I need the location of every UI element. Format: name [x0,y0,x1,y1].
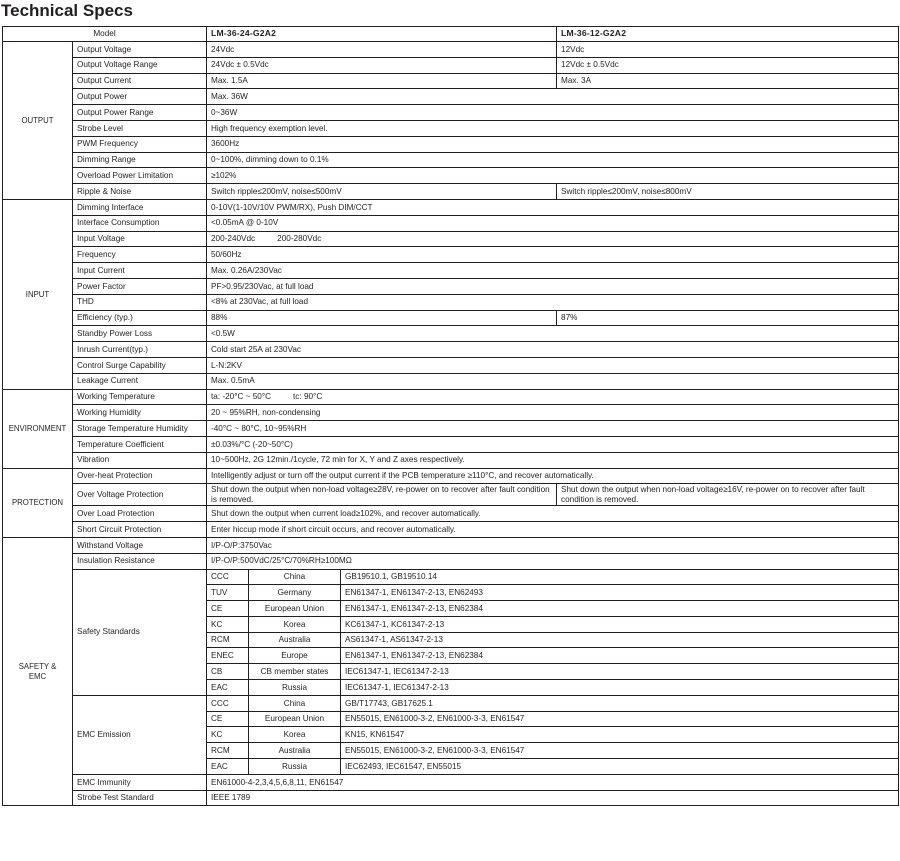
spec-value-model-1: Max. 1.5A [207,73,557,89]
spec-value-model-1: 88% [207,310,557,326]
spec-value-model-1: 24Vdc [207,42,557,58]
spec-parameter: EMC Immunity [73,774,207,790]
cert-region: Russia [249,759,341,775]
cert-region: Korea [249,727,341,743]
cert-mark: KC [207,727,249,743]
spec-value: L-N:2KV [207,357,899,373]
cert-standard: KC61347-1, KC61347-2-13 [341,616,899,632]
spec-value-model-2: 12Vdc ± 0.5Vdc [557,57,899,73]
table-row [3,468,899,484]
cert-mark: RCM [207,743,249,759]
input-section-label: INPUT [3,199,73,389]
spec-parameter: Withstand Voltage [73,537,207,553]
cert-mark: EAC [207,680,249,696]
cert-region: Australia [249,632,341,648]
table-row [3,553,899,569]
table-row [3,695,899,711]
spec-parameter: Frequency [73,247,207,263]
spec-parameter: Standby Power Loss [73,326,207,342]
safety-label-line-2: EMC [28,671,47,681]
spec-value: <0.5W [207,326,899,342]
spec-parameter: Inrush Current(typ.) [73,342,207,358]
spec-parameter: Input Voltage [73,231,207,247]
cert-mark: CE [207,601,249,617]
spec-parameter: Power Factor [73,278,207,294]
spec-value: 10~500Hz, 2G 12min./1cycle, 72 min for X, Y and Z axes respectively. [207,452,899,468]
table-row [3,484,899,506]
spec-parameter: Over Load Protection [73,506,207,522]
spec-value: High frequency exemption level. [207,120,899,136]
spec-value-model-2: 87% [557,310,899,326]
spec-parameter: Input Current [73,263,207,279]
table-row [3,373,899,389]
spec-value-model-2: 12Vdc [557,42,899,58]
model-1-header: LM-36-24-G2A2 [207,27,557,42]
environment-section-label: ENVIRONMENT [3,389,73,468]
spec-parameter: Insulation Resistance [73,553,207,569]
table-row [3,421,899,437]
table-header-row [3,27,899,42]
model-header: Model [3,27,207,42]
spec-value: Intelligently adjust or turn off the output current if the PCB temperature ≥110°C, and recover automatically. [207,468,899,484]
spec-value: Enter hiccup mode if short circuit occurs, and recover automatically. [207,522,899,538]
spec-value: EN61000-4-2,3,4,5,6,8,11, EN61547 [207,774,899,790]
table-row [3,168,899,184]
spec-value: I/P-O/P:500VdC/25°C/70%RH≥100MΩ [207,553,899,569]
cert-standard: IEC62493, IEC61547, EN55015 [341,759,899,775]
spec-value: 0-10V(1-10V/10V PWM/RX), Push DIM/CCT [207,199,899,215]
cert-standard: EN55015, EN61000-3-2, EN61000-3-3, EN61547 [341,743,899,759]
spec-parameter: Over Voltage Protection [73,484,207,506]
cert-mark: KC [207,616,249,632]
spec-value: Cold start 25A at 230Vac [207,342,899,358]
cert-mark: ENEC [207,648,249,664]
spec-parameter: Strobe Test Standard [73,790,207,806]
table-row [3,357,899,373]
table-row [3,790,899,806]
model-2-header: LM-36-12-G2A2 [557,27,899,42]
table-row [3,184,899,200]
table-row [3,231,899,247]
spec-parameter: Working Humidity [73,405,207,421]
output-section-label: OUTPUT [3,42,73,200]
table-row [3,342,899,358]
spec-parameter: Output Voltage Range [73,57,207,73]
spec-parameter: Working Temperature [73,389,207,405]
spec-parameter: Overload Power Limitation [73,168,207,184]
spec-value-model-1: 24Vdc ± 0.5Vdc [207,57,557,73]
spec-parameter: Interface Consumption [73,215,207,231]
spec-value [207,231,899,247]
cert-mark: TUV [207,585,249,601]
spec-parameter: Dimming Range [73,152,207,168]
cert-standard: EN61347-1, EN61347-2-13, EN62384 [341,601,899,617]
table-row [3,310,899,326]
spec-value-model-2: Shut down the output when non-load voltage≥16V, re-power on to recover after fault condition is removed. [557,484,899,506]
spec-value: <0.05mA @ 0-10V [207,215,899,231]
spec-value: ≥102% [207,168,899,184]
spec-value: 0~36W [207,105,899,121]
spec-parameter: Strobe Level [73,120,207,136]
spec-value [207,389,899,405]
page-title: Technical Specs [1,1,133,20]
spec-value: PF>0.95/230Vac, at full load [207,278,899,294]
spec-parameter: Output Power Range [73,105,207,121]
cert-region: Australia [249,743,341,759]
cert-mark: CCC [207,569,249,585]
spec-parameter: Output Current [73,73,207,89]
spec-parameter: Efficiency (typ.) [73,310,207,326]
table-row [3,506,899,522]
spec-parameter: PWM Frequency [73,136,207,152]
cert-standard: EN61347-1, EN61347-2-13, EN62493 [341,585,899,601]
spec-parameter: Output Voltage [73,42,207,58]
safety-standards-label: Safety Standards [73,569,207,695]
table-row [3,774,899,790]
spec-value: 0~100%, dimming down to 0.1% [207,152,899,168]
table-row [3,263,899,279]
table-row [3,294,899,310]
cert-standard: AS61347-1, AS61347-2-13 [341,632,899,648]
spec-value: 20 ~ 95%RH, non-condensing [207,405,899,421]
cert-region: China [249,569,341,585]
cert-standard: EN55015, EN61000-3-2, EN61000-3-3, EN61547 [341,711,899,727]
spec-parameter: Vibration [73,452,207,468]
spec-value-b: 200-280Vdc [277,234,322,244]
cert-mark: CB [207,664,249,680]
table-row [3,278,899,294]
spec-parameter: THD [73,294,207,310]
spec-value-a: 200-240Vdc [211,234,256,244]
cert-standard: KN15, KN61547 [341,727,899,743]
safety-section-label [3,537,73,806]
table-row [3,42,899,58]
safety-label-line-1: SAFETY & [18,662,57,672]
spec-parameter: Storage Temperature Humidity [73,421,207,437]
table-row [3,89,899,105]
cert-standard: IEC61347-1, IEC61347-2-13 [341,664,899,680]
spec-parameter: Leakage Current [73,373,207,389]
table-row [3,199,899,215]
table-row [3,436,899,452]
spec-value: Max. 36W [207,89,899,105]
spec-parameter: Output Power [73,89,207,105]
table-row [3,152,899,168]
cert-region: Russia [249,680,341,696]
spec-parameter: Ripple & Noise [73,184,207,200]
table-row [3,569,899,585]
spec-value-model-2: Max. 3A [557,73,899,89]
table-row [3,389,899,405]
cert-mark: CE [207,711,249,727]
cert-region: European Union [249,601,341,617]
spec-value: IEEE 1789 [207,790,899,806]
cert-mark: CCC [207,695,249,711]
cert-region: Korea [249,616,341,632]
protection-section-label: PROTECTION [3,468,73,537]
spec-value: Max. 0.26A/230Vac [207,263,899,279]
table-row [3,136,899,152]
cert-region: European Union [249,711,341,727]
table-row [3,522,899,538]
spec-parameter: Dimming Interface [73,199,207,215]
spec-value-a: ta: -20°C ~ 50°C [211,392,272,402]
spec-value: -40°C ~ 80°C, 10~95%RH [207,421,899,437]
spec-table [2,26,899,806]
cert-mark: RCM [207,632,249,648]
spec-parameter: Temperature Coefficient [73,436,207,452]
spec-value-model-1: Switch ripple≤200mV, noise≤500mV [207,184,557,200]
cert-standard: IEC61347-1, IEC61347-2-13 [341,680,899,696]
spec-value: ±0.03%/°C (-20~50°C) [207,436,899,452]
spec-value: <8% at 230Vac, at full load [207,294,899,310]
spec-value: 3600Hz [207,136,899,152]
spec-value: 50/60Hz [207,247,899,263]
table-row [3,57,899,73]
cert-region: Europe [249,648,341,664]
emc-emission-label: EMC Emission [73,695,207,774]
spec-value-model-1: Shut down the output when non-load voltage≥28V, re-power on to recover after fault condition is removed. [207,484,557,506]
cert-mark: EAC [207,759,249,775]
cert-region: CB member states [249,664,341,680]
spec-parameter: Short Circuit Protection [73,522,207,538]
spec-parameter: Control Surge Capability [73,357,207,373]
cert-standard: GB/T17743, GB17625.1 [341,695,899,711]
table-row [3,452,899,468]
cert-standard: EN61347-1, EN61347-2-13, EN62384 [341,648,899,664]
table-row [3,247,899,263]
spec-value: Max. 0.5mA [207,373,899,389]
spec-parameter: Over-heat Protection [73,468,207,484]
table-row [3,326,899,342]
table-row [3,215,899,231]
table-row [3,537,899,553]
spec-value-model-2: Switch ripple≤200mV, noise≤800mV [557,184,899,200]
table-row [3,120,899,136]
table-row [3,73,899,89]
spec-value-b: tc: 90°C [293,392,323,402]
spec-value: I/P-O/P:3750Vac [207,537,899,553]
table-row [3,105,899,121]
cert-region: Germany [249,585,341,601]
cert-region: China [249,695,341,711]
cert-standard: GB19510.1, GB19510.14 [341,569,899,585]
spec-value: Shut down the output when current load≥102%, and recover automatically. [207,506,899,522]
table-row [3,405,899,421]
